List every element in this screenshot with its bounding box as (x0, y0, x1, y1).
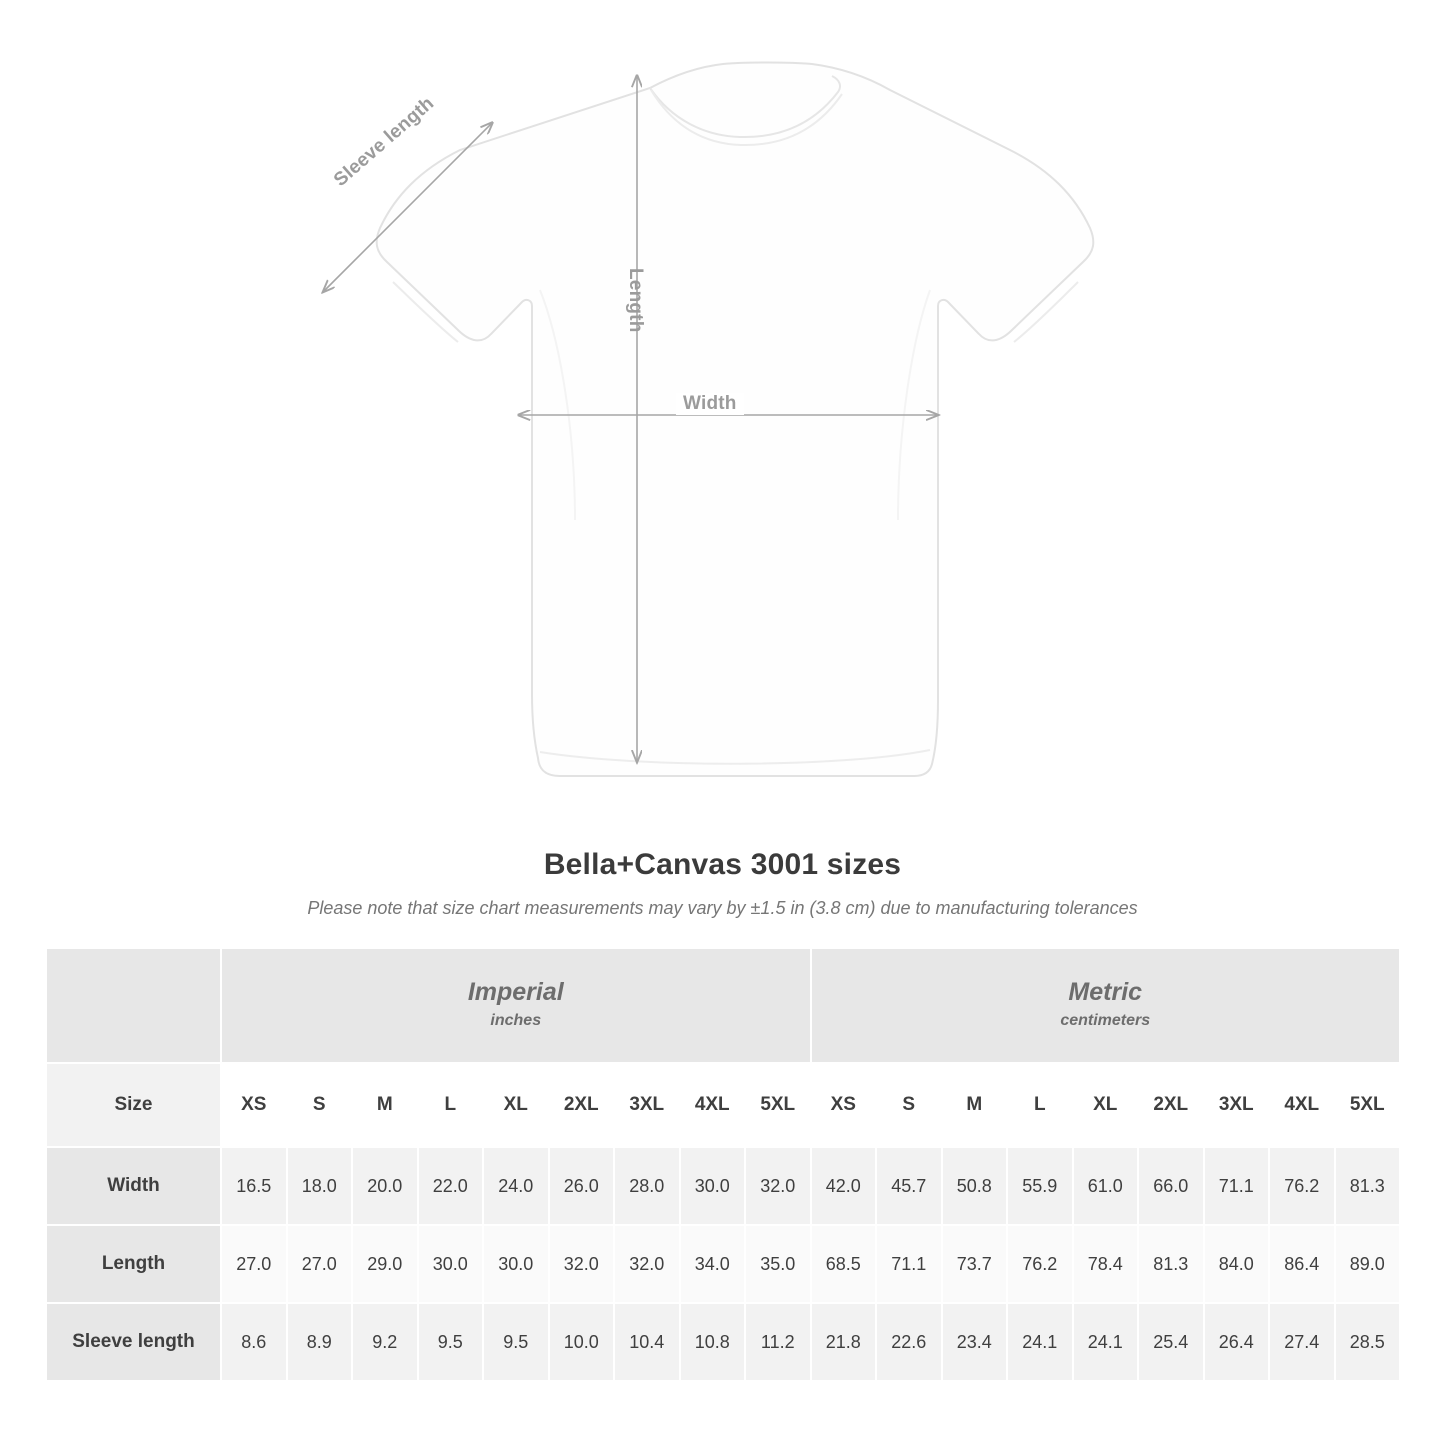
cell-value: 81.3 (1335, 1147, 1401, 1225)
cell-value: 61.0 (1073, 1147, 1139, 1225)
row-label-sleeve-length: Sleeve length (46, 1303, 221, 1381)
cell-value: 28.0 (614, 1147, 680, 1225)
cell-value: 86.4 (1269, 1225, 1335, 1303)
width-label: Width (676, 393, 744, 415)
cell-value: 66.0 (1138, 1147, 1204, 1225)
cell-value: 24.1 (1007, 1303, 1073, 1381)
size-col-header: 4XL (1269, 1063, 1335, 1147)
size-col-header: 5XL (745, 1063, 811, 1147)
cell-value: 68.5 (811, 1225, 877, 1303)
cell-value: 20.0 (352, 1147, 418, 1225)
cell-value: 25.4 (1138, 1303, 1204, 1381)
cell-value: 30.0 (680, 1147, 746, 1225)
cell-value: 8.9 (287, 1303, 353, 1381)
cell-value: 9.5 (418, 1303, 484, 1381)
cell-value: 84.0 (1204, 1225, 1270, 1303)
unit-group-metric (811, 948, 1401, 1063)
cell-value: 32.0 (614, 1225, 680, 1303)
cell-value: 30.0 (483, 1225, 549, 1303)
table-row (46, 1303, 1400, 1381)
cell-value: 32.0 (549, 1225, 615, 1303)
size-col-header: M (942, 1063, 1008, 1147)
cell-value: 35.0 (745, 1225, 811, 1303)
cell-value: 10.0 (549, 1303, 615, 1381)
cell-value: 22.0 (418, 1147, 484, 1225)
cell-value: 23.4 (942, 1303, 1008, 1381)
cell-value: 76.2 (1269, 1147, 1335, 1225)
cell-value: 89.0 (1335, 1225, 1401, 1303)
cell-value: 21.8 (811, 1303, 877, 1381)
cell-value: 22.6 (876, 1303, 942, 1381)
size-col-header: S (287, 1063, 353, 1147)
table-row (46, 1147, 1400, 1225)
unit-group-metric-name: Metric (1068, 978, 1143, 1007)
cell-value: 32.0 (745, 1147, 811, 1225)
size-col-header: L (418, 1063, 484, 1147)
cell-value: 10.4 (614, 1303, 680, 1381)
cell-value: 8.6 (221, 1303, 287, 1381)
cell-value: 71.1 (876, 1225, 942, 1303)
cell-value: 45.7 (876, 1147, 942, 1225)
length-label: Length (625, 268, 646, 333)
size-col-header: 2XL (549, 1063, 615, 1147)
cell-value: 11.2 (745, 1303, 811, 1381)
size-col-header: S (876, 1063, 942, 1147)
cell-value: 24.1 (1073, 1303, 1139, 1381)
cell-value: 42.0 (811, 1147, 877, 1225)
table-row (46, 1225, 1400, 1303)
size-col-header: 5XL (1335, 1063, 1401, 1147)
cell-value: 18.0 (287, 1147, 353, 1225)
title-block (0, 848, 1445, 919)
cell-value: 27.0 (221, 1225, 287, 1303)
cell-value: 9.5 (483, 1303, 549, 1381)
size-col-header: XS (811, 1063, 877, 1147)
unit-header-row (46, 948, 1400, 1063)
cell-value: 10.8 (680, 1303, 746, 1381)
size-table (45, 947, 1401, 1382)
cell-value: 76.2 (1007, 1225, 1073, 1303)
row-label-width: Width (46, 1147, 221, 1225)
size-col-header: 3XL (614, 1063, 680, 1147)
tshirt-shape (377, 63, 1094, 777)
size-table-wrapper (45, 947, 1400, 1382)
size-col-header: 2XL (1138, 1063, 1204, 1147)
unit-group-imperial-unit: inches (490, 1012, 542, 1030)
cell-value: 27.0 (287, 1225, 353, 1303)
row-label-length: Length (46, 1225, 221, 1303)
cell-value: 55.9 (1007, 1147, 1073, 1225)
sleeve-length-label: Sleeve length (330, 92, 439, 191)
cell-value: 16.5 (221, 1147, 287, 1225)
cell-value: 28.5 (1335, 1303, 1401, 1381)
unit-group-metric-unit: centimeters (1060, 1012, 1151, 1030)
unit-corner-cell (46, 948, 221, 1063)
cell-value: 27.4 (1269, 1303, 1335, 1381)
cell-value: 26.0 (549, 1147, 615, 1225)
cell-value: 73.7 (942, 1225, 1008, 1303)
cell-value: 78.4 (1073, 1225, 1139, 1303)
cell-value: 29.0 (352, 1225, 418, 1303)
cell-value: 24.0 (483, 1147, 549, 1225)
size-col-header: XS (221, 1063, 287, 1147)
size-col-header: 3XL (1204, 1063, 1270, 1147)
size-col-header: XL (1073, 1063, 1139, 1147)
cell-value: 34.0 (680, 1225, 746, 1303)
cell-value: 9.2 (352, 1303, 418, 1381)
size-col-header: 4XL (680, 1063, 746, 1147)
row-header-label: Size (46, 1063, 221, 1147)
cell-value: 26.4 (1204, 1303, 1270, 1381)
size-col-header: L (1007, 1063, 1073, 1147)
cell-value: 71.1 (1204, 1147, 1270, 1225)
size-col-header: XL (483, 1063, 549, 1147)
size-col-header: M (352, 1063, 418, 1147)
unit-group-imperial-name: Imperial (467, 978, 564, 1007)
cell-value: 50.8 (942, 1147, 1008, 1225)
size-header-row (46, 1063, 1400, 1147)
page-title: Bella+Canvas 3001 sizes (543, 848, 902, 881)
unit-group-imperial (221, 948, 811, 1063)
cell-value: 81.3 (1138, 1225, 1204, 1303)
tolerance-note: Please note that size chart measurements may vary by ±1.5 in (3.8 cm) due to manufacturing tolerances (307, 898, 1138, 918)
cell-value: 30.0 (418, 1225, 484, 1303)
